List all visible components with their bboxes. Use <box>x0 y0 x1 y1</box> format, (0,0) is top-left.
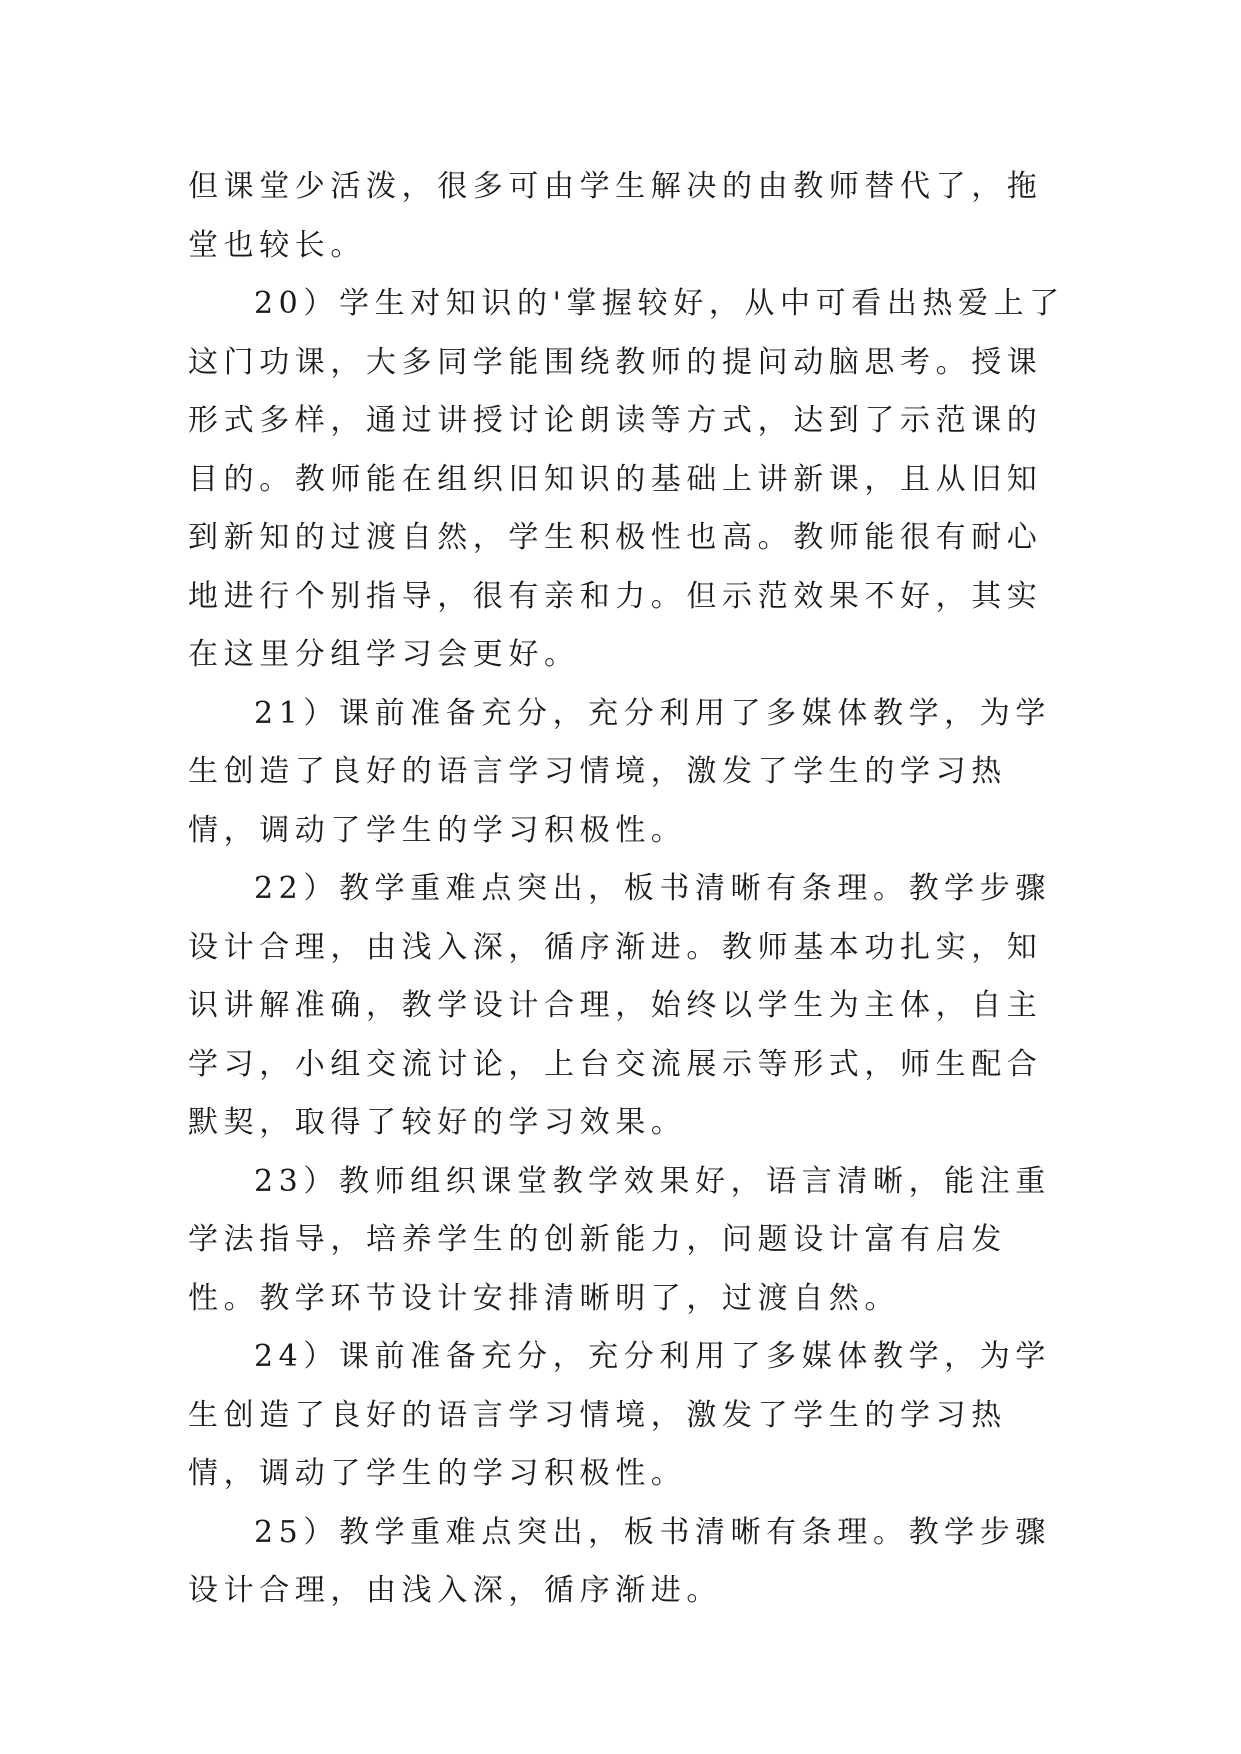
paragraph-item-22: 22）教学重难点突出，板书清晰有条理。教学步骤设计合理，由浅入深，循序渐进。教师基本功扎实，知识讲解准确，教学设计合理，始终以学生为主体，自主学习，小组交流讨论，上台交流展示等形式，师生配合默契，取得了较好的学习效果。 <box>188 871 1051 1140</box>
paragraph-item-21: 21）课前准备充分，充分利用了多媒体教学，为学生创造了良好的语言学习情境，激发了学生的学习热情，调动了学生的学习积极性。 <box>188 695 1051 848</box>
paragraph-item-24: 24）课前准备充分，充分利用了多媒体教学，为学生创造了良好的语言学习情境，激发了学生的学习热情，调动了学生的学习积极性。 <box>188 1339 1051 1491</box>
paragraph-item-20: 20）学生对知识的'掌握较好，从中可看出热爱上了这门功课，大多同学能围绕教师的提问动脑思考。授课形式多样，通过讲授讨论朗读等方式，达到了示范课的目的。教师能在组织旧知识的基础上讲新课，且从旧知到新知的过渡自然，学生积极性也高。教师能很有耐心地进行个别指导，很有亲和力。但示范效果不好，其实在这里分组学习会更好。 <box>188 286 1065 672</box>
paragraph-continued: 但课堂少活泼，很多可由学生解决的由教师替代了，拖堂也较长。 <box>188 169 1043 263</box>
paragraph-item-25: 25）教学重难点突出，板书清晰有条理。教学步骤设计合理，由浅入深，循序渐进。 <box>188 1514 1051 1608</box>
document-body <box>188 158 1068 1621</box>
paragraph-item-23: 23）教师组织课堂教学效果好，语言清晰，能注重学法指导，培养学生的创新能力，问题设计富有启发性。教学环节设计安排清晰明了，过渡自然。 <box>188 1163 1051 1316</box>
